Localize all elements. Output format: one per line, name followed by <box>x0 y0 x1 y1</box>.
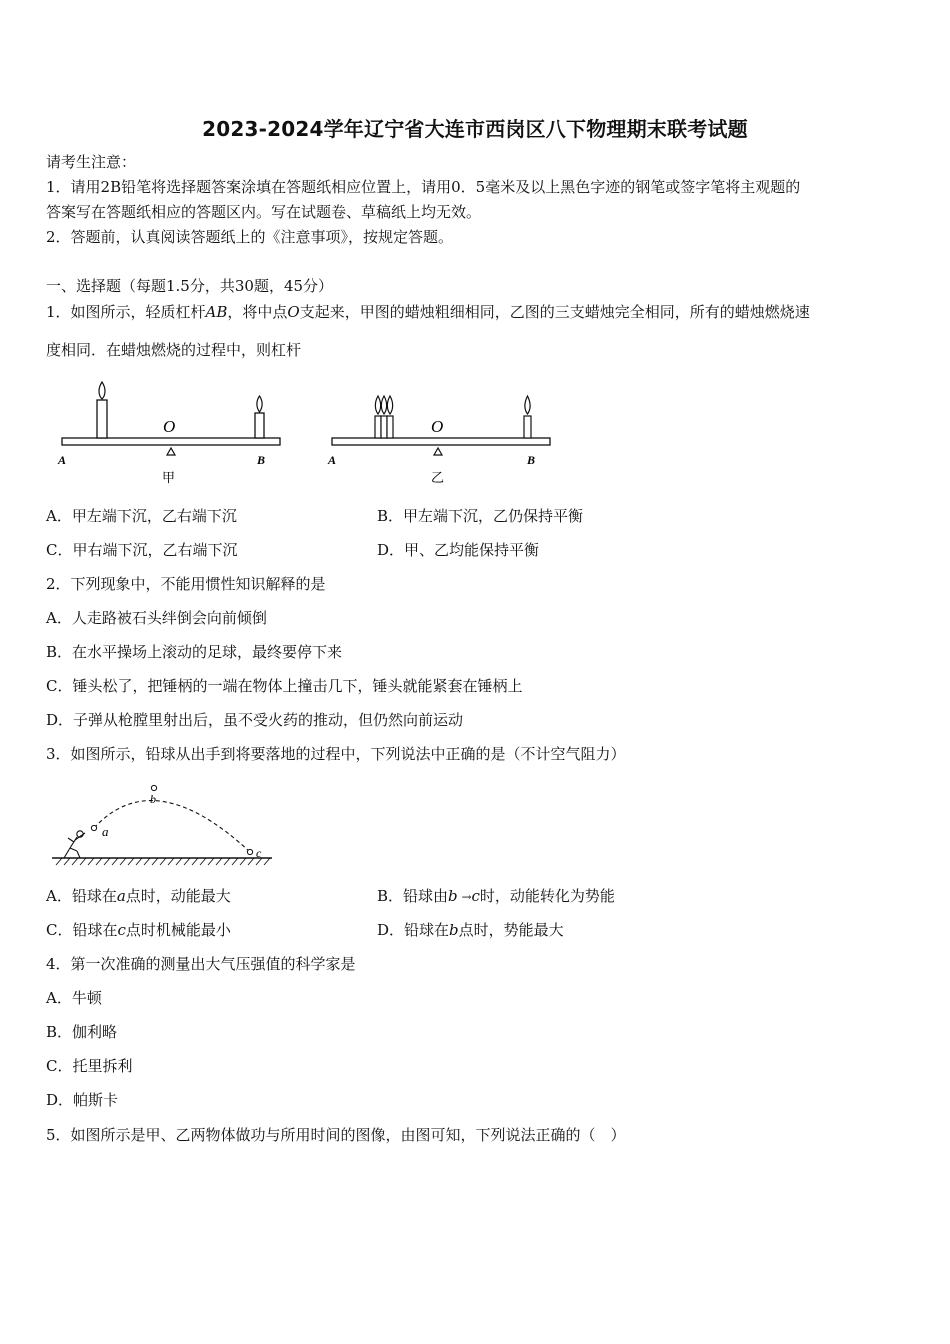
q3-option-b <box>377 886 615 907</box>
notice-item-2: 2．答题前，认真阅读答题纸上的《注意事项》，按规定答题。 <box>46 228 454 246</box>
fulcrum-icon <box>434 448 442 455</box>
q3-b-var2: c <box>471 887 480 905</box>
section-heading: 一、选择题（每题1.5分，共30题，45分） <box>46 277 334 295</box>
q1-stem-line-1 <box>46 302 810 322</box>
q3-b-var1: b <box>448 887 458 905</box>
q3-c-var: c <box>117 921 126 939</box>
candle <box>524 416 531 438</box>
q4-option-a: A．牛顿 <box>46 989 102 1007</box>
candle-thin <box>255 413 264 438</box>
q2-stem: 2．下列现象中，不能用惯性知识解释的是 <box>46 575 326 593</box>
caption-yi: 乙 <box>431 470 445 485</box>
lever-bar <box>332 438 550 445</box>
ball-at-c <box>247 849 252 854</box>
thrower-figure-icon <box>64 831 85 858</box>
candle-flame-icon <box>381 396 386 414</box>
label-o: O <box>163 417 176 436</box>
candle <box>375 416 381 438</box>
q3-option-c <box>46 920 231 940</box>
q1-var-o: O <box>287 303 300 321</box>
label-c: c <box>256 846 262 860</box>
lever-diagram-yi <box>327 396 550 485</box>
ground-hatching <box>56 858 270 865</box>
candle-flame-icon <box>257 396 262 412</box>
q4-option-c: C．托里拆利 <box>46 1057 133 1075</box>
q2-option-c: C．锤头松了，把锤柄的一端在物体上撞击几下，锤头就能紧套在锤柄上 <box>46 677 523 695</box>
lever-diagram-jia <box>57 382 280 485</box>
trajectory-path <box>94 801 250 852</box>
q3-option-a <box>46 886 231 906</box>
label-a: A <box>328 453 337 467</box>
q3-d-pre: D．铅球在 <box>377 921 450 939</box>
q3-b-pre: B．铅球由 <box>377 887 449 905</box>
label-a: a <box>102 824 109 839</box>
candle-flame-icon <box>525 396 530 414</box>
q3-d-post: 点时，势能最大 <box>458 921 564 939</box>
candle-flame-icon <box>99 382 105 399</box>
q3-a-pre: A．铅球在 <box>46 887 117 905</box>
q2-option-b: B．在水平操场上滚动的足球，最终要停下来 <box>46 643 343 661</box>
q3-c-pre: C．铅球在 <box>46 921 118 939</box>
q1-option-d: D．甲、乙均能保持平衡 <box>377 541 540 559</box>
q4-option-b: B．伽利略 <box>46 1023 118 1041</box>
candle-flame-icon <box>387 396 392 414</box>
label-b: B <box>257 453 266 467</box>
label-a: A <box>58 453 67 467</box>
label-b: b <box>150 792 156 806</box>
q3-b-post: 时，动能转化为势能 <box>479 887 615 905</box>
candle-thick <box>97 400 107 438</box>
q1-option-c: C．甲右端下沉，乙右端下沉 <box>46 541 238 559</box>
q1-stem-line-2: 度相同．在蜡烛燃烧的过程中，则杠杆 <box>46 341 302 359</box>
q1-option-a: A．甲左端下沉，乙右端下沉 <box>46 507 237 525</box>
q3-stem: 3．如图所示，铅球从出手到将要落地的过程中，下列说法中正确的是（不计空气阻力） <box>46 745 626 763</box>
q1-option-b: B．甲左端下沉，乙仍保持平衡 <box>377 507 584 525</box>
q1-text-a: 1．如图所示，轻质杠杆 <box>46 303 206 321</box>
label-o: O <box>431 417 444 436</box>
q1-var-ab: AB <box>205 303 228 321</box>
candle <box>387 416 393 438</box>
q3-d-var: b <box>449 921 459 939</box>
q4-stem: 4．第一次准确的测量出大气压强值的科学家是 <box>46 955 356 973</box>
lever-bar <box>62 438 280 445</box>
q3-a-post: 点时，动能最大 <box>125 887 231 905</box>
q3-shot-put-figure <box>50 778 280 870</box>
arrow-right-icon: → <box>457 890 472 904</box>
ball-at-b <box>151 785 156 790</box>
q3-c-post: 点时机械能最小 <box>125 921 231 939</box>
q5-stem: 5．如图所示是甲、乙两物体做功与所用时间的图像，由图可知，下列说法正确的（ ） <box>46 1126 626 1144</box>
page-title: 2023-2024学年辽宁省大连市西岗区八下物理期末联考试题 <box>202 117 748 141</box>
candle-flame-icon <box>375 396 380 414</box>
q1-text-c: 支起来，甲图的蜡烛粗细相同，乙图的三支蜡烛完全相同，所有的蜡烛燃烧速 <box>299 303 810 321</box>
notice-heading: 请考生注意： <box>46 153 137 171</box>
caption-jia: 甲 <box>162 470 176 485</box>
q1-text-b: ，将中点 <box>227 303 288 321</box>
candle <box>381 416 387 438</box>
q1-lever-figure <box>55 378 555 488</box>
label-b: B <box>527 453 536 467</box>
q4-option-d: D．帕斯卡 <box>46 1091 119 1109</box>
notice-item-1-line-2: 答案写在答题纸相应的答题区内。写在试题卷、草稿纸上均无效。 <box>46 203 482 221</box>
notice-item-1-line-1: 1．请用2B铅笔将选择题答案涂填在答题纸相应位置上，请用0．5毫米及以上黑色字迹的钢笔或签字笔将主观题的 <box>46 178 801 196</box>
q3-a-var: a <box>116 887 126 905</box>
fulcrum-icon <box>167 448 175 455</box>
q3-option-d <box>377 920 564 940</box>
q2-option-d: D．子弹从枪膛里射出后，虽不受火药的推动，但仍然向前运动 <box>46 711 464 729</box>
q2-option-a: A．人走路被石头绊倒会向前倾倒 <box>46 609 267 627</box>
ball-at-a <box>91 825 96 830</box>
